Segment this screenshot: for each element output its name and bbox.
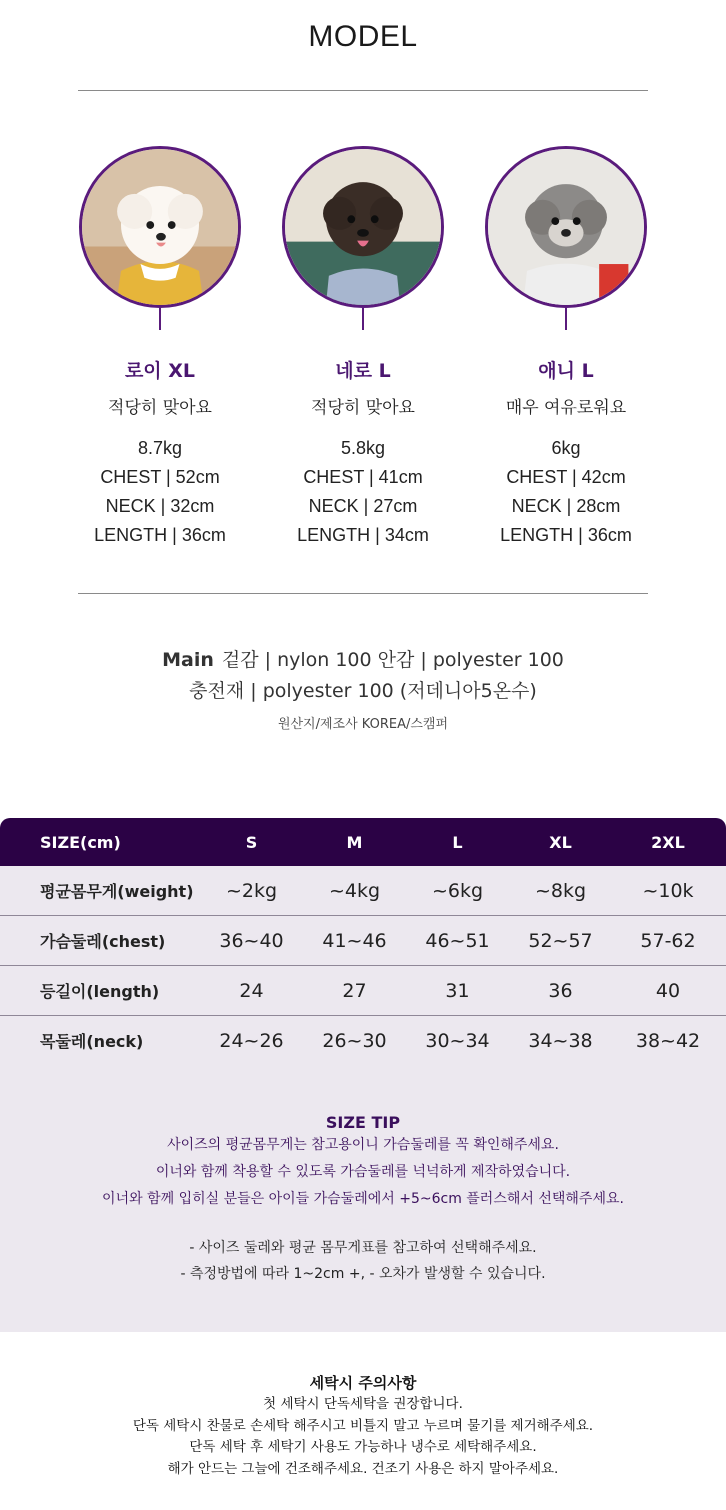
table-cell: ~10k bbox=[642, 879, 694, 902]
washing-line: 단독 세탁 후 세탁기 사용도 가능하나 냉수로 세탁해주세요. bbox=[189, 1439, 537, 1455]
model-length: LENGTH | 34cm bbox=[297, 525, 429, 545]
table-row bbox=[0, 866, 726, 916]
header-size: SIZE(cm) bbox=[40, 832, 121, 852]
table-row bbox=[0, 1016, 726, 1066]
table-cell: ~2kg bbox=[225, 879, 278, 902]
model-card-roy bbox=[55, 146, 265, 550]
table-cell: 34~38 bbox=[528, 1029, 593, 1052]
model-name: 로이 XL bbox=[124, 360, 196, 382]
model-stats bbox=[258, 434, 468, 550]
header-xl: XL bbox=[549, 832, 572, 852]
model-chest: CHEST | 52cm bbox=[100, 467, 220, 487]
page-title: MODEL bbox=[308, 20, 418, 53]
model-name: 네로 L bbox=[335, 360, 391, 382]
material-line-2: 충전재 | polyester 100 (저데니아5온수) bbox=[189, 680, 537, 702]
table-cell: 36~40 bbox=[219, 929, 284, 952]
model-weight: 6kg bbox=[551, 438, 581, 458]
model-neck: NECK | 32cm bbox=[105, 496, 215, 516]
material-info bbox=[0, 645, 726, 732]
material-main-label: Main bbox=[162, 649, 214, 671]
row-label: 목둘레(neck) bbox=[40, 1032, 144, 1051]
model-photo-brown-poodle bbox=[282, 146, 444, 308]
connector-line bbox=[362, 308, 364, 330]
size-tip-note: - 사이즈 둘레와 평균 몸무게표를 참고하여 선택해주세요. bbox=[189, 1240, 537, 1256]
table-cell: 24~26 bbox=[219, 1029, 284, 1052]
table-cell: 36 bbox=[548, 979, 573, 1002]
size-tip-note: - 측정방법에 따라 1~2cm +, - 오차가 발생할 수 있습니다. bbox=[180, 1266, 546, 1282]
washing-line: 단독 세탁시 찬물로 손세탁 해주시고 비틀지 말고 누르며 물기를 제거해주세요. bbox=[132, 1417, 594, 1434]
row-label: 평균몸무게(weight) bbox=[40, 882, 194, 901]
model-neck: NECK | 27cm bbox=[308, 496, 418, 516]
model-fit: 적당히 맞아요 bbox=[311, 398, 415, 418]
divider bbox=[78, 90, 648, 91]
connector-line bbox=[159, 308, 161, 330]
table-cell: 31 bbox=[445, 979, 470, 1002]
table-cell: 38~42 bbox=[635, 1029, 701, 1052]
table-cell: ~4kg bbox=[328, 879, 381, 902]
table-row bbox=[0, 916, 726, 966]
size-tip-line: 이너와 함께 착용할 수 있도록 가슴둘레를 넉넉하게 제작하였습니다. bbox=[155, 1164, 571, 1180]
table-cell: 26~30 bbox=[322, 1029, 387, 1052]
table-cell: ~8kg bbox=[534, 879, 587, 902]
model-chest: CHEST | 41cm bbox=[303, 467, 423, 487]
header-m: M bbox=[346, 832, 363, 852]
table-cell: 46~51 bbox=[425, 929, 490, 952]
connector-line bbox=[565, 308, 567, 330]
table-cell: 52~57 bbox=[528, 929, 593, 952]
table-cell: 30~34 bbox=[425, 1029, 490, 1052]
model-neck: NECK | 28cm bbox=[511, 496, 621, 516]
size-table bbox=[0, 818, 726, 1066]
model-fit: 적당히 맞아요 bbox=[108, 398, 212, 418]
model-card-nero bbox=[258, 146, 468, 550]
model-chest: CHEST | 42cm bbox=[506, 467, 626, 487]
washing-instructions bbox=[0, 1372, 726, 1480]
model-weight: 5.8kg bbox=[340, 438, 386, 458]
row-label: 가슴둘레(chest) bbox=[40, 932, 166, 951]
size-tip-line: 이너와 함께 입히실 분들은 아이들 가슴둘레에서 +5~6cm 플러스해서 선택해주세요. bbox=[102, 1191, 624, 1207]
model-length: LENGTH | 36cm bbox=[94, 525, 226, 545]
model-length: LENGTH | 36cm bbox=[500, 525, 632, 545]
table-cell: 41~46 bbox=[322, 929, 387, 952]
model-stats bbox=[55, 434, 265, 550]
table-cell: 40 bbox=[655, 979, 681, 1002]
model-card-annie bbox=[461, 146, 671, 550]
table-cell: 27 bbox=[342, 979, 367, 1002]
table-cell: 57-62 bbox=[640, 929, 696, 952]
model-fit: 매우 여유로워요 bbox=[505, 398, 627, 418]
row-label: 등길이(length) bbox=[40, 982, 160, 1001]
washing-line: 해가 안드는 그늘에 건조해주세요. 건조기 사용은 하지 말아주세요. bbox=[167, 1460, 559, 1477]
header-l: L bbox=[452, 832, 463, 852]
size-tip-panel bbox=[0, 1064, 726, 1332]
origin-info: 원산지/제조사 KOREA/스캠퍼 bbox=[277, 717, 449, 732]
table-cell: 24 bbox=[239, 979, 264, 1002]
material-main-text: 겉감 | nylon 100 안감 | polyester 100 bbox=[221, 649, 564, 671]
model-stats bbox=[461, 434, 671, 550]
model-name: 애니 L bbox=[538, 360, 594, 382]
washing-title: 세탁시 주의사항 bbox=[309, 1374, 417, 1392]
size-table-header bbox=[0, 818, 726, 866]
material-line-1 bbox=[0, 645, 726, 676]
header-2xl: 2XL bbox=[651, 832, 685, 852]
size-tip-title: SIZE TIP bbox=[325, 1113, 401, 1132]
model-photo-gray-poodle bbox=[485, 146, 647, 308]
table-row bbox=[0, 966, 726, 1016]
divider bbox=[78, 593, 648, 594]
table-cell: ~6kg bbox=[431, 879, 484, 902]
model-weight: 8.7kg bbox=[137, 438, 183, 458]
washing-line: 첫 세탁시 단독세탁을 권장합니다. bbox=[263, 1396, 463, 1412]
size-tip-line: 사이즈의 평균몸무게는 참고용이니 가슴둘레를 꼭 확인해주세요. bbox=[167, 1137, 559, 1153]
header-s: S bbox=[245, 832, 258, 852]
model-photo-white-poodle bbox=[79, 146, 241, 308]
